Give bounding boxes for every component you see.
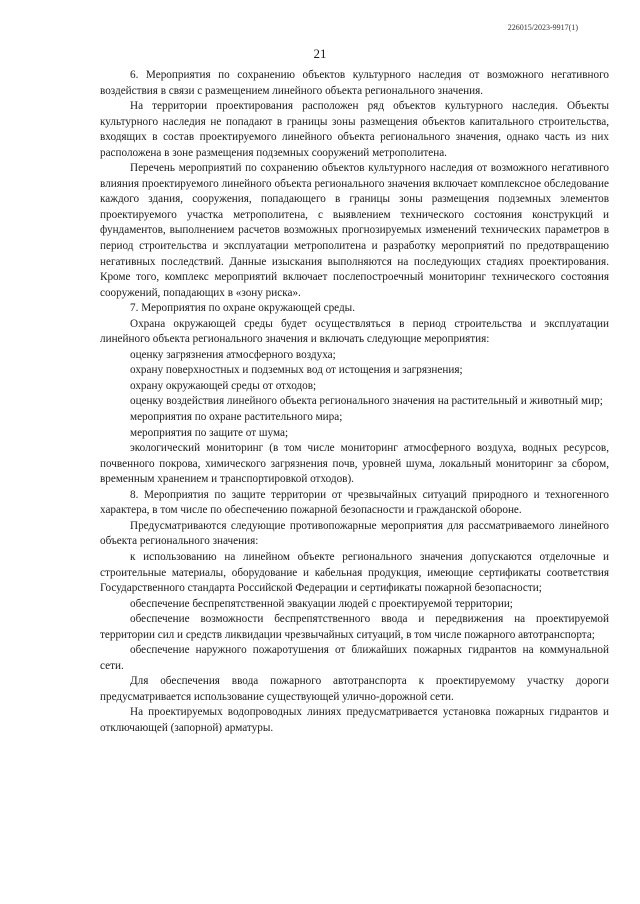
paragraph: На проектируемых водопроводных линиях предусматривается установка пожарных гидрантов и отключающей (запорной) арматуры. xyxy=(100,706,609,734)
list-item: оценку воздействия линейного объекта регионального значения на растительный и животный мир; xyxy=(130,395,603,408)
list-item: обеспечение возможности беспрепятственного ввода и передвижения на проектируемой территории сил и средств ликвидации чрезвычайных ситуаций, в том числе пожарного автотранспорта; xyxy=(100,613,609,641)
section-6-heading: 6. Мероприятия по сохранению объектов культурного наследия от возможного негативного воздействия в связи с размещением линейного объекта регионального значения. xyxy=(100,69,609,97)
list-item: к использованию на линейном объекте регионального значения допускаются отделочные и строительные материалы, оборудование и кабельная продукция, имеющие сертификаты соответствия Государственного стандарта Российской Федерации и сертификаты пожарной безопасности; xyxy=(100,550,609,595)
paragraph: Перечень мероприятий по сохранению объектов культурного наследия от возможного негативного влияния проектируемого линейного объекта регионального значения включает комплексное обследование каждого здания, сооружения, попадающего в границы зоны размещения подземных элементов проектируемого участка метрополитена, с выявлением технического состояния конструкций и фундаментов, выполнением расчетов возможных прогнозируемых изменений технических параметров в период строительства и эксплуатации метрополитена и разработку мероприятий по предотвращению негативных последствий. Данные изыскания выполняются на последующих стадиях проектирования. Кроме того, комплекс мероприятий включает послепостроечный мониторинг технического состояния сооружений, попадающих в «зону риска». xyxy=(100,162,609,299)
list-item: оценку загрязнения атмосферного воздуха; xyxy=(130,348,336,361)
list-item: обеспечение наружного пожаротушения от ближайших пожарных гидрантов на коммунальной сети. xyxy=(100,644,609,672)
section-7-heading: 7. Мероприятия по охране окружающей среды. xyxy=(130,302,355,315)
document-number: 226015/2023-9917(1) xyxy=(507,23,578,32)
list-item: экологический мониторинг (в том числе мониторинг атмосферного воздуха, водных ресурсов, почвенного покрова, химического загрязнения почв, уровней шума, локальный мониторинг за сбором, временным хранением и транспортировкой отходов). xyxy=(100,442,609,486)
paragraph: Предусматриваются следующие противопожарные мероприятия для рассматриваемого линейного объекта регионального значения: xyxy=(100,519,609,548)
list-item: обеспечение беспрепятственной эвакуации людей с проектируемой территории; xyxy=(130,597,513,610)
page-number: 21 xyxy=(313,46,327,61)
list-item: охрану поверхностных и подземных вод от истощения и загрязнения; xyxy=(130,364,463,377)
list-item: охрану окружающей среды от отходов; xyxy=(130,379,317,392)
list-item: мероприятия по защите от шума; xyxy=(130,426,289,439)
list-item: мероприятия по охране растительного мира; xyxy=(130,411,343,424)
section-8-heading: 8. Мероприятия по защите территории от чрезвычайных ситуаций природного и техногенного характера, в том числе по обеспечению пожарной безопасности и гражданской обороне. xyxy=(100,488,609,517)
document-body xyxy=(100,68,609,737)
paragraph: Охрана окружающей среды будет осуществляться в период строительства и эксплуатации линейного объекта регионального значения и включать следующие мероприятия: xyxy=(100,317,609,346)
paragraph: Для обеспечения ввода пожарного автотранспорта к проектируемому участку дороги предусматривается использование существующей улично-дорожной сети. xyxy=(100,675,609,703)
paragraph: На территории проектирования расположен ряд объектов культурного наследия. Объекты культурного наследия не попадают в границы зоны размещения объектов капитального строительства, входящих в состав проектируемого линейного объекта регионального значения, однако часть из них расположена в зоне размещения подземных сооружений метрополитена. xyxy=(100,100,609,159)
